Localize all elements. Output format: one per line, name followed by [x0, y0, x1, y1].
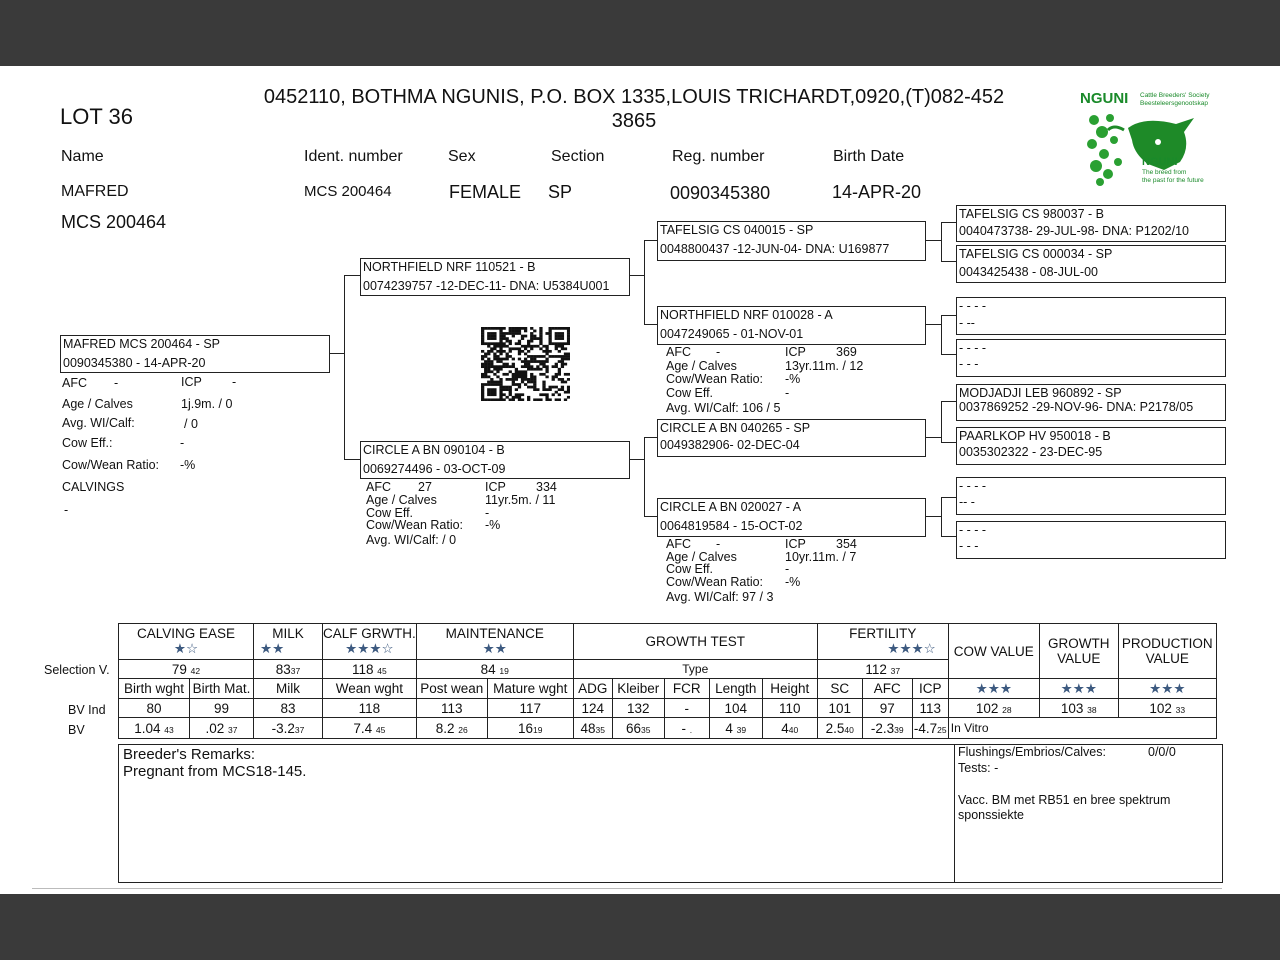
connector — [941, 354, 956, 355]
dam-afc-label: AFC — [366, 480, 391, 494]
selection-label: Selection V. — [44, 663, 110, 677]
ss-name: TAFELSIG CS 040015 - SP — [660, 223, 814, 237]
sd-afc: - — [716, 345, 721, 359]
bv-acc: 19 — [533, 724, 543, 735]
dd-icp: 354 — [836, 537, 857, 551]
gen4-reg: 0040473738- 29-JUL-98- DNA: P1202/10 — [959, 224, 1190, 238]
bv-cell — [416, 718, 487, 739]
bv-cell — [254, 718, 323, 739]
vaccination-line1: Vacc. BM met RB51 en bree spektrum — [958, 793, 1171, 807]
bv-acc: 35 — [595, 724, 606, 735]
dd-wi: Avg. WI/Calf: 97 / 3 — [666, 590, 774, 604]
remarks-box — [118, 744, 1223, 883]
pedigree-document — [0, 66, 1280, 894]
bv-cell — [119, 718, 190, 739]
bv-value: -4.7 — [913, 720, 938, 736]
vaccination-line2: sponssiekte — [958, 808, 1025, 822]
bvind-cell: 101 — [817, 699, 862, 718]
production-value-title1: PRODUCTION — [1121, 636, 1213, 651]
connector — [941, 536, 956, 537]
self-name: MAFRED MCS 200464 - SP — [63, 337, 220, 351]
ss-reg: 0048800437 -12-JUN-04- DNA: U169877 — [660, 242, 890, 256]
self-age: 1j.9m. / 0 — [181, 397, 233, 411]
bv-acc: 37 — [294, 724, 305, 735]
logo-sub1: Cattle Breeders' Society — [1140, 92, 1210, 99]
ds-reg: 0049382906- 02-DEC-04 — [660, 438, 800, 452]
sd-afc-label: AFC — [666, 345, 691, 359]
bottom-dark-bar — [0, 894, 1280, 960]
sire-dam-box — [657, 306, 926, 345]
connector — [644, 324, 657, 325]
bvind-production-value — [1118, 699, 1216, 718]
gen4-name: PAARLKOP HV 950018 - B — [959, 429, 1111, 443]
sire-name: NORTHFIELD NRF 110521 - B — [363, 260, 536, 274]
calving-ease-header — [119, 624, 254, 660]
fertility-header — [817, 624, 948, 660]
col-icp: ICP — [912, 679, 948, 699]
sel-fert-acc: 37 — [890, 665, 901, 676]
col-birth-wght: Birth wght — [119, 679, 190, 699]
gen4-name: - - - - — [959, 299, 987, 313]
dd-age: 10yr.11m. / 7 — [785, 550, 857, 564]
logo-tag2: the past for the future — [1142, 177, 1204, 184]
bvind-row — [119, 699, 1217, 718]
bv-cell — [817, 718, 862, 739]
bv-value: -2.3 — [870, 720, 895, 736]
gen4-name: - - - - — [959, 341, 987, 355]
gen4-name: MODJADJI LEB 960892 - SP — [959, 386, 1122, 400]
self-afc-label: AFC — [62, 376, 87, 390]
connector — [941, 497, 956, 498]
bvind-cell: 97 — [862, 699, 912, 718]
self-icp-label: ICP — [181, 375, 202, 389]
self-reg: 0090345380 - 14-APR-20 — [63, 356, 206, 370]
ds-name: CIRCLE A BN 040265 - SP — [660, 421, 811, 435]
remarks-divider — [954, 745, 955, 882]
calf-stars: ★★★☆ — [345, 641, 394, 656]
gen4-box-7 — [956, 477, 1226, 515]
breeder-info-line1: 0452110, BOTHMA NGUNIS, P.O. BOX 1335,LOUIS TRICHARDT,0920,(T)082-452 — [263, 86, 1005, 108]
cow-value-header: COW VALUE — [948, 624, 1039, 679]
gen4-box-2 — [956, 245, 1226, 283]
animal-name: MAFRED — [61, 183, 129, 200]
bvind-cell: 132 — [612, 699, 664, 718]
bv-cell — [664, 718, 709, 739]
connector — [629, 459, 644, 460]
in-vitro-label: In Vitro — [948, 718, 1216, 739]
self-wean-label: Cow/Wean Ratio: — [62, 458, 160, 472]
nguni-logo — [1078, 88, 1214, 198]
gen4-name: TAFELSIG CS 000034 - SP — [959, 247, 1113, 261]
connector — [644, 240, 657, 241]
sex-label: Sex — [448, 148, 476, 165]
dd-eff: - — [785, 562, 790, 576]
connector — [644, 437, 657, 438]
bv-cell — [573, 718, 612, 739]
sd-eff: - — [785, 386, 790, 400]
calvings-label: CALVINGS — [62, 480, 125, 494]
sel-calf-acc: 45 — [377, 665, 387, 676]
dd-icp-label: ICP — [785, 537, 806, 551]
col-length: Length — [709, 679, 762, 699]
gen4-box-5 — [956, 384, 1226, 421]
dd-age-label: Age / Calves — [666, 550, 737, 564]
dam-wean-label: Cow/Wean Ratio: — [366, 518, 464, 532]
connector — [941, 497, 942, 537]
bv-cell — [709, 718, 762, 739]
gen4-reg: - - - — [959, 357, 979, 371]
bv-value: 4 — [781, 720, 789, 736]
gen4-box-4 — [956, 339, 1226, 377]
growth-value-title2: VALUE — [1057, 651, 1101, 666]
bv-value: 1.04 — [134, 720, 161, 736]
gen4-box-3 — [956, 297, 1226, 335]
col-post-wean: Post wean — [416, 679, 487, 699]
connector — [925, 324, 941, 325]
bv-value: 2.5 — [825, 720, 845, 736]
col-fcr: FCR — [664, 679, 709, 699]
cow-value-acc: 28 — [1002, 704, 1012, 715]
bv-value: -3.2 — [271, 720, 295, 736]
calving-stars: ★☆ — [173, 641, 199, 656]
fertility-stars: ★★★☆ — [887, 641, 936, 656]
self-eff: - — [180, 436, 185, 450]
bv-value: 4 — [725, 720, 733, 736]
bvind-cell: 99 — [190, 699, 254, 718]
sel-calving-value: 79 — [171, 661, 187, 677]
col-afc: AFC — [862, 679, 912, 699]
dam-name: CIRCLE A BN 090104 - B — [363, 443, 505, 457]
bvind-cell: 110 — [762, 699, 817, 718]
col-wean-wght: Wean wght — [323, 679, 417, 699]
connector — [941, 222, 956, 223]
fertility-title: FERTILITY — [849, 626, 917, 641]
ident-label: Ident. number — [304, 148, 403, 165]
group-header-row — [119, 624, 1217, 660]
animal-ident: MCS 200464 — [304, 183, 392, 200]
sel-milk-value: 83 — [275, 661, 291, 677]
milk-stars: ★★ — [260, 641, 285, 656]
tests-text: Tests: - — [958, 761, 999, 775]
maintenance-title: MAINTENANCE — [445, 626, 544, 641]
production-value-stars: ★★★ — [1118, 679, 1216, 699]
flushings-value: 0/0/0 — [1148, 745, 1176, 759]
logo-badge: NGUNI — [1142, 156, 1178, 168]
sire-box — [360, 258, 630, 296]
sd-eff-label: Cow Eff. — [666, 386, 714, 400]
connector — [344, 275, 345, 460]
dam-wi: Avg. WI/Calf: / 0 — [366, 533, 457, 547]
calvings-value: - — [64, 503, 69, 517]
bvind-cell: 118 — [323, 699, 417, 718]
qr-code-icon[interactable] — [481, 327, 570, 401]
name-label: Name — [61, 148, 104, 165]
sel-calf — [323, 660, 417, 679]
bv-acc: . — [689, 724, 693, 735]
gen4-name: - - - - — [959, 523, 987, 537]
bvind-label: BV Ind — [68, 703, 106, 717]
connector — [344, 275, 360, 276]
connector — [941, 401, 956, 402]
bv-acc: 39 — [894, 724, 904, 735]
production-value-acc: 33 — [1175, 704, 1186, 715]
dd-wean: -% — [785, 575, 801, 589]
bv-acc: 35 — [641, 724, 651, 735]
connector — [644, 516, 657, 517]
bv-cell — [190, 718, 254, 739]
connector — [644, 240, 645, 325]
sel-calving — [119, 660, 254, 679]
bottom-rule — [32, 888, 1222, 889]
bv-acc: 40 — [844, 724, 854, 735]
bv-acc: 40 — [788, 724, 799, 735]
col-birth-mat: Birth Mat. — [190, 679, 254, 699]
gen4-reg: - - - — [959, 539, 979, 553]
bvind-cow-value — [948, 699, 1039, 718]
bv-cell — [862, 718, 912, 739]
dam-sire-box — [657, 419, 926, 457]
type-label: Type — [573, 660, 817, 679]
bv-acc: 45 — [375, 724, 386, 735]
gen4-box-8 — [956, 521, 1226, 559]
gen4-reg: -- - — [959, 495, 975, 509]
sd-wi: Avg. WI/Calf: 106 / 5 — [666, 401, 781, 415]
dam-icp-label: ICP — [485, 480, 506, 494]
bv-value: 48 — [580, 720, 596, 736]
performance-table — [118, 623, 1217, 739]
connector — [329, 353, 344, 354]
growth-value-title1: GROWTH — [1048, 636, 1110, 651]
dam-afc: 27 — [418, 480, 432, 494]
dam-box — [360, 441, 630, 479]
gen4-reg: - -- — [959, 316, 975, 330]
dd-wean-label: Cow/Wean Ratio: — [666, 575, 764, 589]
maintenance-stars: ★★ — [482, 641, 507, 656]
animal-section: SP — [548, 182, 573, 202]
birth-label: Birth Date — [833, 148, 905, 165]
reg-label: Reg. number — [672, 148, 765, 165]
dam-reg: 0069274496 - 03-OCT-09 — [363, 462, 506, 476]
col-kleiber: Kleiber — [612, 679, 664, 699]
bv-acc: 37 — [228, 724, 238, 735]
bv-cell — [323, 718, 417, 739]
col-mature-wght: Mature wght — [487, 679, 573, 699]
gen4-reg: 0043425438 - 08-JUL-00 — [959, 265, 1098, 279]
bvind-cell: 113 — [416, 699, 487, 718]
gen4-box-6 — [956, 427, 1226, 465]
remarks-text: Pregnant from MCS18-145. — [123, 763, 307, 780]
growth-value: 103 — [1060, 700, 1084, 716]
animal-big-id: MCS 200464 — [61, 212, 167, 232]
bv-acc: 25 — [937, 724, 947, 735]
sd-age: 13yr.11m. / 12 — [785, 359, 864, 373]
column-header-row — [119, 679, 1217, 699]
self-wi-label: Avg. WI/Calf: — [62, 416, 135, 430]
self-afc: - — [114, 376, 119, 390]
production-value: 102 — [1149, 700, 1172, 716]
self-box — [60, 335, 330, 373]
connector — [941, 442, 956, 443]
top-dark-bar — [0, 0, 1280, 66]
sel-milk-acc: 37 — [290, 665, 301, 676]
bv-row — [119, 718, 1217, 739]
dd-reg: 0064819584 - 15-OCT-02 — [660, 519, 803, 533]
self-eff-label: Cow Eff.: — [62, 436, 113, 450]
dam-dam-box — [657, 498, 926, 537]
bv-cell — [612, 718, 664, 739]
lot-number: LOT 36 — [60, 104, 133, 129]
bvind-cell: 83 — [254, 699, 323, 718]
dam-wean: -% — [485, 518, 501, 532]
col-height: Height — [762, 679, 817, 699]
connector — [925, 437, 941, 438]
connector — [941, 222, 942, 262]
dd-afc: - — [716, 537, 721, 551]
sire-reg: 0074239757 -12-DEC-11- DNA: U5384U001 — [363, 279, 610, 293]
growth-value-acc: 38 — [1087, 704, 1097, 715]
bv-cell — [487, 718, 573, 739]
bvind-cell: 113 — [912, 699, 948, 718]
bv-acc: 39 — [736, 724, 747, 735]
self-wi: / 0 — [184, 417, 198, 431]
sd-age-label: Age / Calves — [666, 359, 737, 373]
sd-name: NORTHFIELD NRF 010028 - A — [660, 308, 833, 322]
sd-icp: 369 — [836, 345, 857, 359]
remarks-title: Breeder's Remarks: — [123, 746, 256, 763]
section-label: Section — [551, 148, 605, 165]
growth-value-stars: ★★★ — [1039, 679, 1118, 699]
bv-value: 66 — [626, 720, 642, 736]
logo-sub2: Beesteleersgenootskap — [1140, 100, 1208, 107]
bv-value: 16 — [518, 720, 534, 736]
dam-age: 11yr.5m. / 11 — [485, 493, 556, 507]
production-value-header — [1118, 624, 1216, 679]
dam-age-label: Age / Calves — [366, 493, 437, 507]
growth-value-header — [1039, 624, 1118, 679]
bv-value: 7.4 — [353, 720, 373, 736]
bv-cell — [762, 718, 817, 739]
self-icp: - — [232, 375, 237, 389]
dam-eff: - — [485, 506, 490, 520]
sd-reg: 0047249065 - 01-NOV-01 — [660, 327, 804, 341]
col-adg: ADG — [573, 679, 612, 699]
sel-calf-value: 118 — [352, 661, 374, 677]
animal-sex: FEMALE — [449, 182, 522, 202]
bv-acc: 26 — [458, 724, 468, 735]
bv-value: .02 — [205, 720, 225, 736]
sel-fert — [817, 660, 948, 679]
connector — [941, 261, 956, 262]
flushings-label: Flushings/Embrios/Calves: — [958, 745, 1106, 759]
gen4-reg: 0037869252 -29-NOV-96- DNA: P2178/05 — [959, 400, 1194, 414]
self-wean: -% — [180, 458, 196, 472]
milk-header — [254, 624, 323, 660]
logo-title: NGUNI — [1080, 90, 1129, 107]
bvind-growth-value — [1039, 699, 1118, 718]
connector — [941, 401, 942, 443]
dd-name: CIRCLE A BN 020027 - A — [660, 500, 802, 514]
gen4-reg: 0035302322 - 23-DEC-95 — [959, 445, 1103, 459]
animal-reg: 0090345380 — [670, 183, 771, 203]
sd-wean-label: Cow/Wean Ratio: — [666, 372, 764, 386]
dam-eff-label: Cow Eff. — [366, 506, 414, 520]
connector — [925, 240, 941, 241]
gen4-name: TAFELSIG CS 980037 - B — [959, 207, 1104, 221]
connector — [925, 516, 941, 517]
connector — [344, 459, 360, 460]
sd-wean: -% — [785, 372, 801, 386]
bv-label: BV — [68, 723, 85, 737]
connector — [629, 275, 644, 276]
connector — [941, 315, 942, 355]
cow-value: 102 — [975, 700, 999, 716]
dam-icp: 334 — [536, 480, 557, 494]
sel-fert-value: 112 — [865, 661, 887, 677]
col-sc: SC — [817, 679, 862, 699]
production-value-title2: VALUE — [1145, 651, 1189, 666]
sd-icp-label: ICP — [785, 345, 806, 359]
breeder-info-line2: 3865 — [611, 110, 657, 132]
growth-test-header: GROWTH TEST — [573, 624, 817, 660]
connector — [644, 437, 645, 517]
gen4-box-1 — [956, 205, 1226, 242]
gen4-name: - - - - — [959, 479, 987, 493]
bv-cell — [912, 718, 948, 739]
bvind-cell: 104 — [709, 699, 762, 718]
bv-acc: 43 — [164, 724, 174, 735]
sire-sire-box — [657, 221, 926, 261]
dd-eff-label: Cow Eff. — [666, 562, 714, 576]
sel-maint-acc: 19 — [499, 665, 509, 676]
sel-maint — [416, 660, 573, 679]
calf-growth-header — [323, 624, 417, 660]
connector — [941, 315, 956, 316]
maintenance-header — [416, 624, 573, 660]
logo-tag1: The breed from — [1142, 169, 1187, 176]
col-milk: Milk — [254, 679, 323, 699]
sel-calving-acc: 42 — [190, 665, 201, 676]
calving-ease-title: CALVING EASE — [136, 626, 236, 641]
bvind-cell: 117 — [487, 699, 573, 718]
dd-afc-label: AFC — [666, 537, 691, 551]
bvind-cell: - — [664, 699, 709, 718]
bvind-cell: 124 — [573, 699, 612, 718]
bv-value: - — [681, 720, 686, 736]
calf-growth-title: CALF GRWTH. — [323, 626, 416, 641]
sel-maint-value: 84 — [480, 661, 496, 677]
sel-milk — [254, 660, 323, 679]
self-age-label: Age / Calves — [62, 397, 133, 411]
bv-value: 8.2 — [435, 720, 455, 736]
animal-birth: 14-APR-20 — [832, 182, 922, 202]
cow-value-stars: ★★★ — [948, 679, 1039, 699]
bvind-cell: 80 — [119, 699, 190, 718]
milk-title: MILK — [272, 626, 304, 641]
